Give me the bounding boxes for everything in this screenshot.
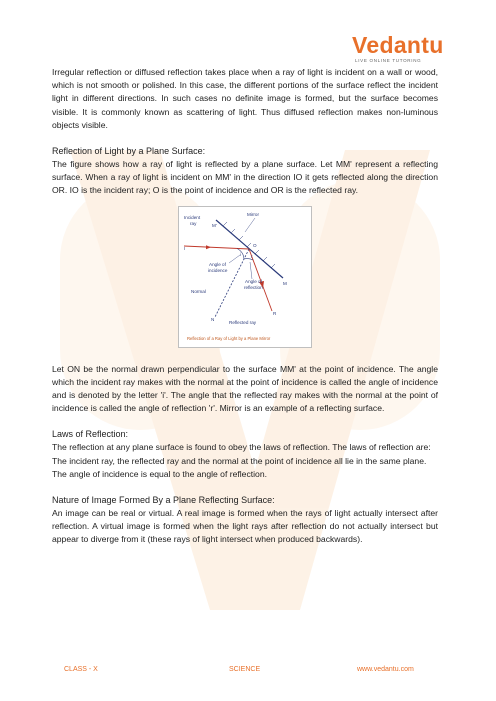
footer-website-link[interactable]: www.vedantu.com (357, 666, 414, 673)
paragraph-laws-intro: The reflection at any plane surface is found to obey the laws of reflection. The laws of reflection are: (52, 442, 431, 453)
label-angle-incidence-1: Angle of (209, 261, 226, 267)
label-point-n: N (211, 316, 215, 322)
heading-plane-surface: Reflection of Light by a Plane Surface: (52, 146, 206, 157)
reflection-figure (178, 206, 312, 348)
label-angle-incidence-2: incidence (208, 267, 228, 273)
paragraph-diffused-reflection: Irregular reflection or diffused reflection takes place when a ray of light is incident on a wall or wood, which is not smooth or polished. In this case, the different portions of the surface reflect the incident light in different directions. In such cases no definite image is formed, but the surface becomes visible. It is commonly known as scattering of light. Thus diffused reflection makes non-luminous objects visible. (52, 67, 438, 130)
label-point-r: R (273, 310, 277, 316)
mirror-pointer (245, 218, 255, 232)
footer-class: CLASS - X (64, 666, 98, 673)
paragraph-plane-surface: The figure shows how a ray of light is reflected by a plane surface. Let MM' represent a reflecting surface. When a ray of light is incident on MM' in the direction IO it gets reflected along the direction OR. IO is the incident ray; O is the point of incidence and OR is the reflected ray. (52, 159, 438, 196)
label-angle-reflection-1: Angle of (245, 278, 262, 284)
logo-tagline: LIVE ONLINE TUTORING (355, 58, 422, 63)
label-m-prime: M' (212, 222, 217, 228)
label-r: r (251, 253, 253, 259)
footer-subject: SCIENCE (229, 666, 261, 673)
heading-nature-of-image: Nature of Image Formed By a Plane Reflecting Surface: (52, 495, 275, 506)
label-normal: Normal (191, 288, 206, 294)
vedantu-logo (352, 32, 444, 68)
label-reflected-ray: Reflected ray (229, 319, 257, 325)
figure-caption: Reflection of a Ray of Light by a Plane Mirror (187, 335, 271, 341)
label-m: M (283, 280, 287, 286)
incident-ray-line (184, 246, 249, 249)
normal-line (215, 249, 249, 317)
label-incident: Incident (184, 214, 201, 220)
incidence-pointer (229, 255, 240, 263)
heading-laws: Laws of Reflection: (52, 429, 129, 440)
label-point-i: I (184, 245, 186, 251)
paragraph-nature-of-image: An image can be real or virtual. A real image is formed when the rays of light actually intersect after reflection. A virtual image is formed when the light rays after reflection do not actually intersect but appear to diverge from it (these rays of light intersect when produced backwards). (52, 508, 438, 545)
reflection-diagram (179, 207, 311, 347)
label-angle-reflection-2: reflection (244, 284, 263, 290)
label-mirror: Mirror (247, 211, 259, 217)
paragraph-law-2: The angle of incidence is equal to the angle of reflection. (52, 468, 267, 479)
logo-wordmark: Vedantu (352, 32, 444, 58)
label-ray: ray (190, 220, 197, 226)
paragraph-normal: Let ON be the normal drawn perpendicular to the surface MM' at the point of incidence. The angle which the incident ray makes with the normal at the point of incidence is called the angle of incidence and is denoted by the letter 'i'. The angle that the reflected ray makes with the normal at the point of incidence is called the angle of reflection 'r'. Mirror is an example of a reflecting surface. (52, 363, 438, 414)
incident-arrow-icon (206, 245, 211, 249)
label-i: i (240, 251, 242, 257)
reflection-pointer (250, 262, 252, 279)
paragraph-law-1: The incident ray, the reflected ray and the normal at the point of incidence all lie in the same plane. (52, 455, 427, 466)
label-o: O (253, 242, 257, 248)
page-content (52, 66, 438, 547)
